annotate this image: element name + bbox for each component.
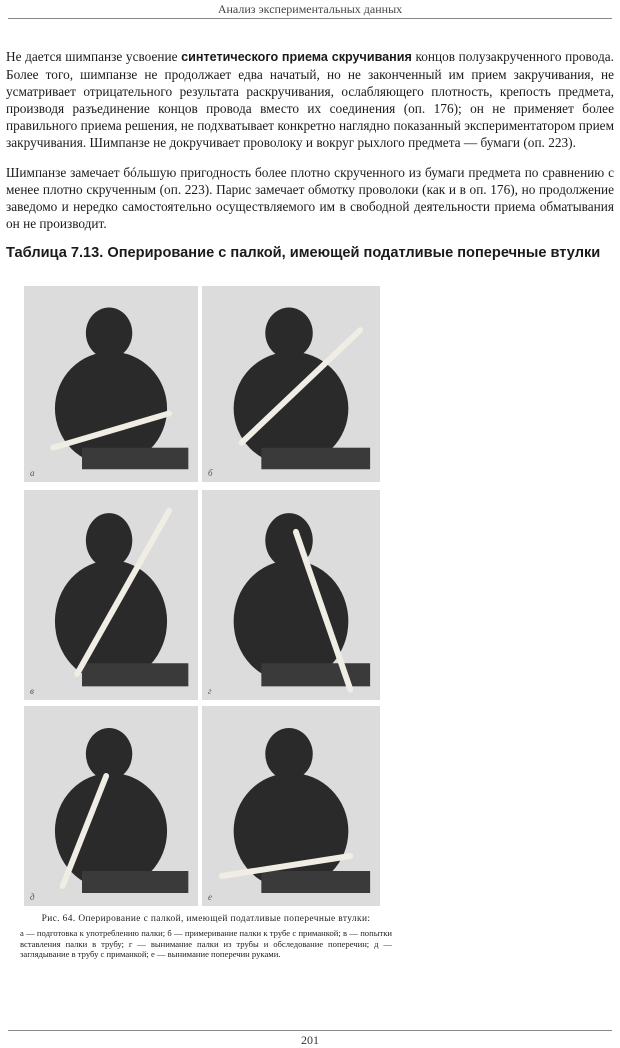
caption-details: а — подготовка к употреблению палки; б — примеривание палки к трубе с приманкой; в — попытки вставления палки в трубу; г — вынимание палки из трубы и обследование поперечин; д — заглядывание в трубу с приманкой; е — вынимание поперечин руками.	[20, 928, 392, 959]
chimpanzee-head-icon	[86, 308, 132, 359]
leaves-icon	[261, 663, 370, 686]
paragraph-1-end: концов полузакрученного провода. Более того, шимпанзе не продолжает едва начатый, но не законченный им прием закручивания, не усматривает отрицательного результата раскручивания, ослабляющего плотность, крепость предмета, производя разъединение концов провода вместо их соединения (оп. 176); он не применяет более правильного приема решения, не подхватывает конкретно наглядно показанный экспериментатором прием закручивания. Шимпанзе не докручивает проволоку и вокруг рыхлого предмета — бумаги (оп. 223).	[6, 49, 614, 150]
page-number: 201	[301, 1033, 319, 1047]
photo-g	[202, 490, 380, 700]
header-divider	[8, 18, 612, 19]
body-text	[6, 48, 614, 245]
panel-label: г	[208, 686, 212, 696]
paragraph-1-bold: синтетического приема скручивания	[181, 50, 412, 64]
panel-label: а	[30, 468, 35, 478]
leaves-icon	[261, 871, 370, 893]
chimpanzee-photo-icon	[202, 286, 380, 482]
leaves-icon	[82, 871, 188, 893]
panel-label: е	[208, 892, 212, 902]
photo-d	[24, 706, 198, 906]
paragraph-2: Шимпанзе замечает бóльшую пригодность более плотно скрученного из бумаги предмета по сравнению с менее плотно скрученным (оп. 223). Парис замечает обмотку проволоки (как и в оп. 176), но продолжение заведомо и нередко самостоятельно осуществляемого им в свободной деятельности приема обматывания он не производит.	[6, 165, 614, 231]
panel-label: в	[30, 686, 34, 696]
panel-label: б	[208, 468, 213, 478]
panel-label: д	[30, 892, 35, 902]
leaves-icon	[82, 663, 188, 686]
photo-b	[202, 286, 380, 482]
chimpanzee-head-icon	[86, 513, 132, 568]
caption-title: Рис. 64. Оперирование с палкой, имеющей податливые поперечные втулки:	[41, 914, 371, 924]
figure	[20, 282, 392, 992]
chimpanzee-head-icon	[265, 728, 312, 780]
chimpanzee-photo-icon	[202, 490, 380, 700]
paragraph-1-start: Не дается шимпанзе усвоение	[6, 49, 182, 64]
chimpanzee-head-icon	[86, 728, 132, 780]
chimpanzee-photo-icon	[202, 706, 380, 906]
chimpanzee-photo-icon	[24, 490, 198, 700]
running-header: Анализ экспериментальных данных	[217, 2, 403, 16]
photo-e	[202, 706, 380, 906]
photo-v	[24, 490, 198, 700]
photo-a	[24, 286, 198, 482]
footer-divider	[8, 1030, 612, 1031]
chimpanzee-photo-icon	[24, 286, 198, 482]
chimpanzee-head-icon	[265, 308, 312, 359]
table-title: Таблица 7.13. Оперирование с палкой, имеющей податливые поперечные втулки	[6, 245, 601, 261]
leaves-icon	[261, 448, 370, 470]
figure-caption	[20, 914, 392, 960]
chimpanzee-photo-icon	[24, 706, 198, 906]
leaves-icon	[82, 448, 188, 470]
paragraph-1	[6, 48, 614, 151]
